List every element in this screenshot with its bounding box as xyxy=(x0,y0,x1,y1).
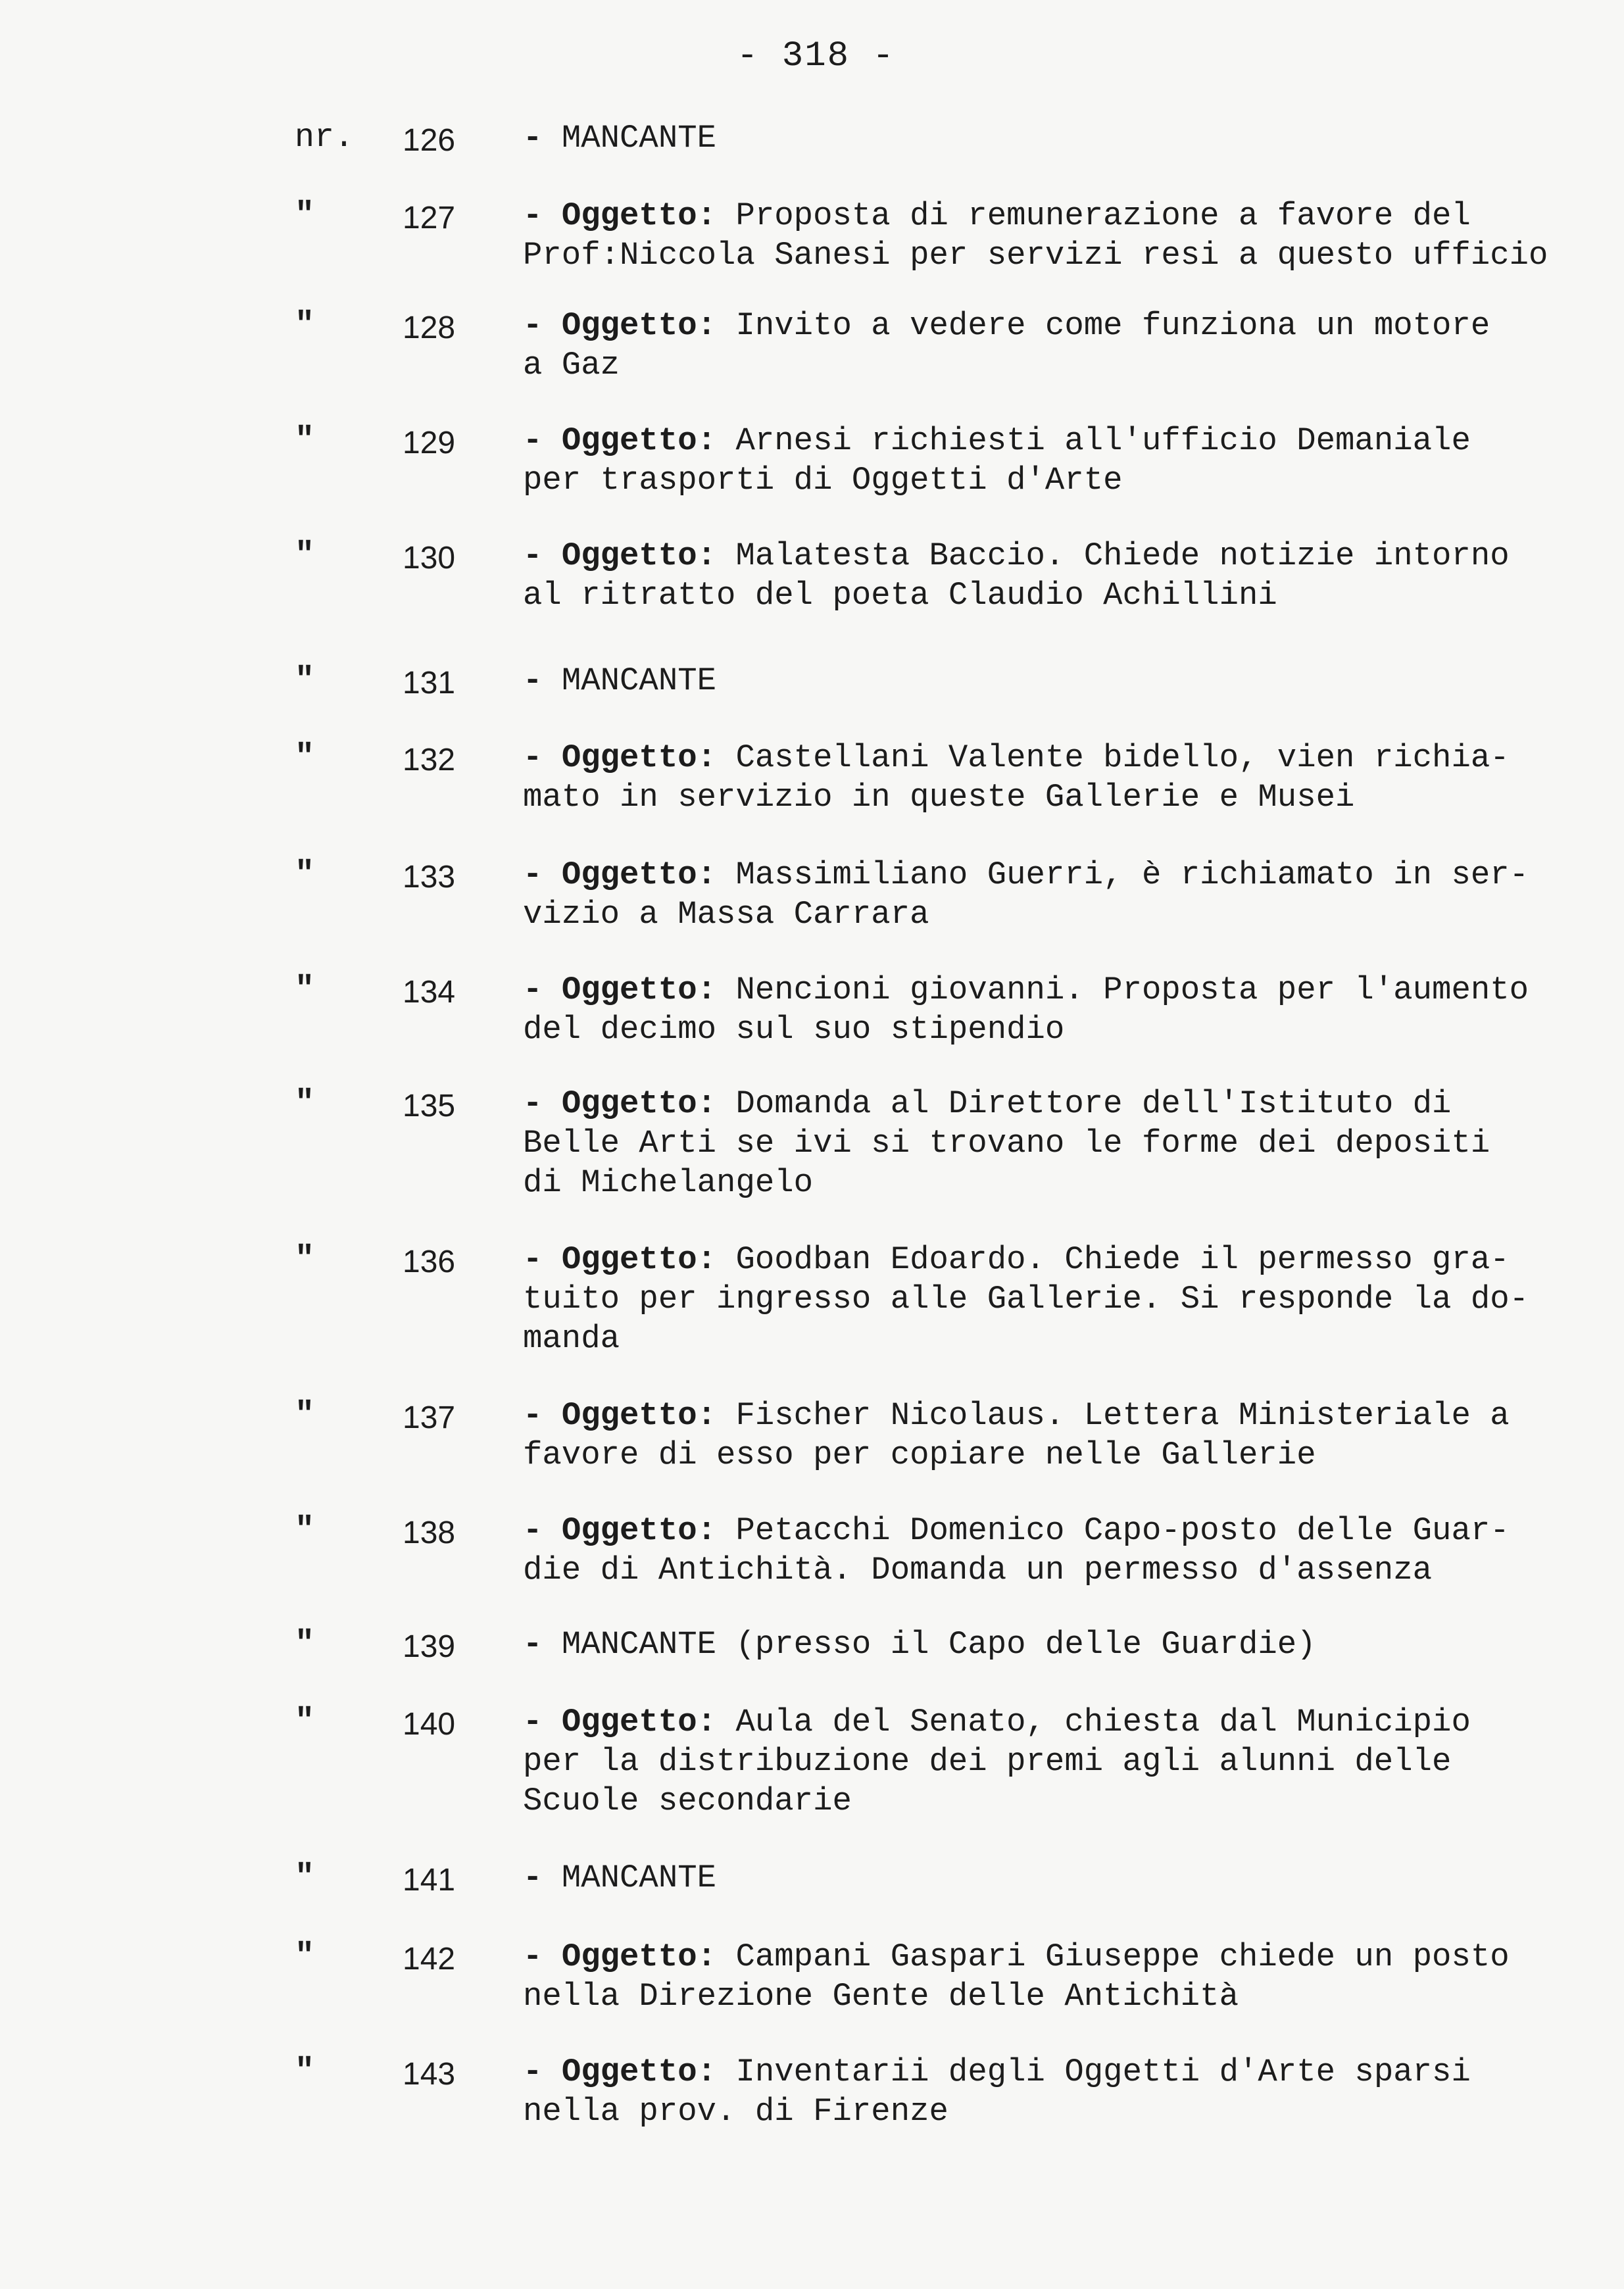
entry-first-line xyxy=(523,118,1588,158)
entry-number: 131 xyxy=(403,666,456,701)
entry-line-text: Belle Arti se ivi si trovano le forme dei depositi xyxy=(523,1125,1490,1162)
entry-continuation-line xyxy=(523,1435,1588,1475)
entry-line-text: die di Antichità. Domanda un permesso d'assenza xyxy=(523,1552,1433,1588)
entry-line-text: Prof:Niccola Sanesi per servizi resi a questo ufficio xyxy=(523,237,1548,274)
entry-first-line xyxy=(523,421,1588,460)
entry-continuation-line xyxy=(523,345,1588,385)
oggetto-label: Oggetto: xyxy=(561,1085,717,1122)
entry-continuation-line xyxy=(523,1279,1588,1319)
entry-dash: - xyxy=(523,1626,543,1663)
oggetto-label: Oggetto: xyxy=(561,1704,717,1740)
oggetto-label: Oggetto: xyxy=(561,307,717,344)
entry-continuation-line xyxy=(523,895,1588,934)
ditto-mark: " xyxy=(295,856,315,893)
entry-line-text: vizio a Massa Carrara xyxy=(523,896,929,933)
oggetto-label: Oggetto: xyxy=(561,856,717,893)
entry-dash: - xyxy=(523,1704,543,1740)
entry-dash: - xyxy=(523,1241,543,1278)
entry-first-line xyxy=(523,306,1588,345)
entry-dash: - xyxy=(523,537,543,574)
entry-first-line xyxy=(523,738,1588,777)
entry-text xyxy=(523,1702,1588,1821)
entry-text xyxy=(523,970,1588,1049)
entry-number: 135 xyxy=(403,1089,456,1123)
entry-line-text: MANCANTE xyxy=(561,120,717,157)
entry-dash: - xyxy=(523,1859,543,1896)
entry-text xyxy=(523,1396,1588,1475)
entry-line-text: Petacchi Domenico Capo-posto delle Guar- xyxy=(735,1512,1510,1549)
entry-continuation-line xyxy=(523,1781,1588,1821)
entry-line-text: Goodban Edoardo. Chiede il permesso gra- xyxy=(735,1241,1510,1278)
entry-line-text: favore di esso per copiare nelle Gallerie xyxy=(523,1437,1316,1473)
entry-continuation-line xyxy=(523,1010,1588,1049)
entry-dash: - xyxy=(523,856,543,893)
ditto-mark: " xyxy=(295,1241,315,1278)
oggetto-label: Oggetto: xyxy=(561,422,717,459)
ditto-mark: " xyxy=(295,1512,315,1549)
ditto-mark: " xyxy=(295,1625,315,1663)
ditto-mark: " xyxy=(295,537,315,574)
entry-continuation-line xyxy=(523,1742,1588,1781)
entry-text xyxy=(523,1625,1588,1664)
entry-dash: - xyxy=(523,739,543,776)
entry-number: 137 xyxy=(403,1400,456,1435)
oggetto-label: Oggetto: xyxy=(561,1241,717,1278)
entry-first-line xyxy=(523,1240,1588,1279)
ditto-mark: " xyxy=(295,2053,315,2090)
entry-text xyxy=(523,1240,1588,1358)
entry-first-line xyxy=(523,970,1588,1010)
oggetto-label: Oggetto: xyxy=(561,1938,717,1975)
entry-line-text: nella prov. di Firenze xyxy=(523,2093,948,2130)
entry-text xyxy=(523,661,1588,701)
entry-first-line xyxy=(523,1858,1588,1898)
entry-line-text: Scuole secondarie xyxy=(523,1783,852,1819)
entry-line-text: di Michelangelo xyxy=(523,1164,814,1201)
entry-line-text: nella Direzione Gente delle Antichità xyxy=(523,1978,1239,2015)
entry-line-text: Domanda al Direttore dell'Istituto di xyxy=(735,1085,1452,1122)
entry-text xyxy=(523,118,1588,158)
entry-continuation-line xyxy=(523,576,1588,615)
entry-number: 129 xyxy=(403,426,456,460)
entry-line-text: per trasporti di Oggetti d'Arte xyxy=(523,462,1123,499)
ditto-mark: " xyxy=(295,1703,315,1740)
entry-first-line xyxy=(523,2052,1588,2092)
entry-continuation-line xyxy=(523,1163,1588,1202)
entry-dash: - xyxy=(523,1085,543,1122)
entry-dash: - xyxy=(523,197,543,234)
entry-line-text: a Gaz xyxy=(523,347,620,383)
ditto-mark: " xyxy=(295,1859,315,1896)
ditto-mark: " xyxy=(295,971,315,1008)
entry-number: 141 xyxy=(403,1863,456,1898)
entry-first-line xyxy=(523,536,1588,576)
ditto-mark: " xyxy=(295,197,315,234)
oggetto-label: Oggetto: xyxy=(561,972,717,1008)
entry-continuation-line xyxy=(523,460,1588,500)
entry-line-text: Inventarii degli Oggetti d'Arte sparsi xyxy=(735,2054,1471,2090)
entry-text xyxy=(523,1511,1588,1590)
entry-number: 143 xyxy=(403,2057,456,2092)
entry-continuation-line xyxy=(523,2092,1588,2131)
entry-line-text: Aula del Senato, chiesta dal Municipio xyxy=(735,1704,1471,1740)
entry-number: 126 xyxy=(403,123,456,158)
entry-continuation-line xyxy=(523,777,1588,817)
entry-first-line xyxy=(523,1937,1588,1977)
ditto-mark: " xyxy=(295,307,315,344)
ditto-mark: " xyxy=(295,739,315,776)
entry-continuation-line xyxy=(523,1123,1588,1163)
entry-line-text: per la distribuzione dei premi agli alunni delle xyxy=(523,1743,1452,1780)
entry-dash: - xyxy=(523,307,543,344)
entry-line-text: MANCANTE xyxy=(561,662,717,699)
oggetto-label: Oggetto: xyxy=(561,739,717,776)
entry-line-text: Invito a vedere come funziona un motore xyxy=(735,307,1490,344)
entry-dash: - xyxy=(523,422,543,459)
entry-line-text: Nencioni giovanni. Proposta per l'aumento xyxy=(735,972,1529,1008)
entry-number: 134 xyxy=(403,975,456,1010)
entry-line-text: mato in servizio in queste Gallerie e Musei xyxy=(523,779,1355,816)
entry-line-text: Arnesi richiesti all'ufficio Demaniale xyxy=(735,422,1471,459)
entry-line-text: Massimiliano Guerri, è richiamato in ser- xyxy=(735,856,1529,893)
entry-continuation-line xyxy=(523,1977,1588,2016)
entry-text xyxy=(523,738,1588,817)
entry-text xyxy=(523,2052,1588,2131)
ditto-mark: " xyxy=(295,662,315,699)
page-number: - 318 - xyxy=(737,36,895,76)
entry-text xyxy=(523,855,1588,934)
entry-text xyxy=(523,196,1588,275)
entry-text xyxy=(523,421,1588,500)
ditto-mark: " xyxy=(295,422,315,459)
entry-prefix-nr: nr. xyxy=(295,119,355,157)
entry-text xyxy=(523,306,1588,385)
entry-line-text: Proposta di remunerazione a favore del xyxy=(735,197,1471,234)
ditto-mark: " xyxy=(295,1938,315,1975)
entry-dash: - xyxy=(523,120,543,157)
entry-line-text: MANCANTE (presso il Capo delle Guardie) xyxy=(561,1626,1316,1663)
entry-first-line xyxy=(523,1702,1588,1742)
ditto-mark: " xyxy=(295,1396,315,1434)
entry-number: 136 xyxy=(403,1244,456,1279)
entry-first-line xyxy=(523,1396,1588,1435)
entry-first-line xyxy=(523,1625,1588,1664)
entry-continuation-line xyxy=(523,235,1588,275)
entry-number: 130 xyxy=(403,541,456,576)
entry-line-text: Castellani Valente bidello, vien richia- xyxy=(735,739,1510,776)
entry-dash: - xyxy=(523,1512,543,1549)
entry-dash: - xyxy=(523,1397,543,1434)
entry-line-text: Malatesta Baccio. Chiede notizie intorno xyxy=(735,537,1510,574)
entry-dash: - xyxy=(523,1938,543,1975)
oggetto-label: Oggetto: xyxy=(561,537,717,574)
entry-dash: - xyxy=(523,2054,543,2090)
entry-text xyxy=(523,1858,1588,1898)
entry-line-text: manda xyxy=(523,1320,620,1357)
entry-number: 132 xyxy=(403,743,456,777)
entry-line-text: al ritratto del poeta Claudio Achillini xyxy=(523,577,1277,614)
entry-number: 128 xyxy=(403,310,456,345)
entry-line-text: tuito per ingresso alle Gallerie. Si responde la do- xyxy=(523,1281,1529,1317)
oggetto-label: Oggetto: xyxy=(561,1512,717,1549)
entry-line-text: Campani Gaspari Giuseppe chiede un posto xyxy=(735,1938,1510,1975)
entry-first-line xyxy=(523,855,1588,895)
entry-number: 140 xyxy=(403,1707,456,1742)
entry-first-line xyxy=(523,661,1588,701)
entry-first-line xyxy=(523,1511,1588,1550)
entry-line-text: Fischer Nicolaus. Lettera Ministeriale a xyxy=(735,1397,1510,1434)
oggetto-label: Oggetto: xyxy=(561,197,717,234)
entry-number: 138 xyxy=(403,1515,456,1550)
entry-text xyxy=(523,536,1588,615)
entry-number: 127 xyxy=(403,201,456,235)
entry-dash: - xyxy=(523,972,543,1008)
oggetto-label: Oggetto: xyxy=(561,1397,717,1434)
entry-number: 142 xyxy=(403,1942,456,1977)
oggetto-label: Oggetto: xyxy=(561,2054,717,2090)
entry-continuation-line xyxy=(523,1319,1588,1358)
ditto-mark: " xyxy=(295,1085,315,1122)
entry-continuation-line xyxy=(523,1550,1588,1590)
entry-number: 133 xyxy=(403,860,456,895)
entry-line-text: del decimo sul suo stipendio xyxy=(523,1011,1065,1048)
entry-first-line xyxy=(523,1084,1588,1123)
entry-number: 139 xyxy=(403,1629,456,1664)
entry-dash: - xyxy=(523,662,543,699)
entry-text xyxy=(523,1937,1588,2016)
entry-line-text: MANCANTE xyxy=(561,1859,717,1896)
entry-text xyxy=(523,1084,1588,1202)
entry-first-line xyxy=(523,196,1588,235)
